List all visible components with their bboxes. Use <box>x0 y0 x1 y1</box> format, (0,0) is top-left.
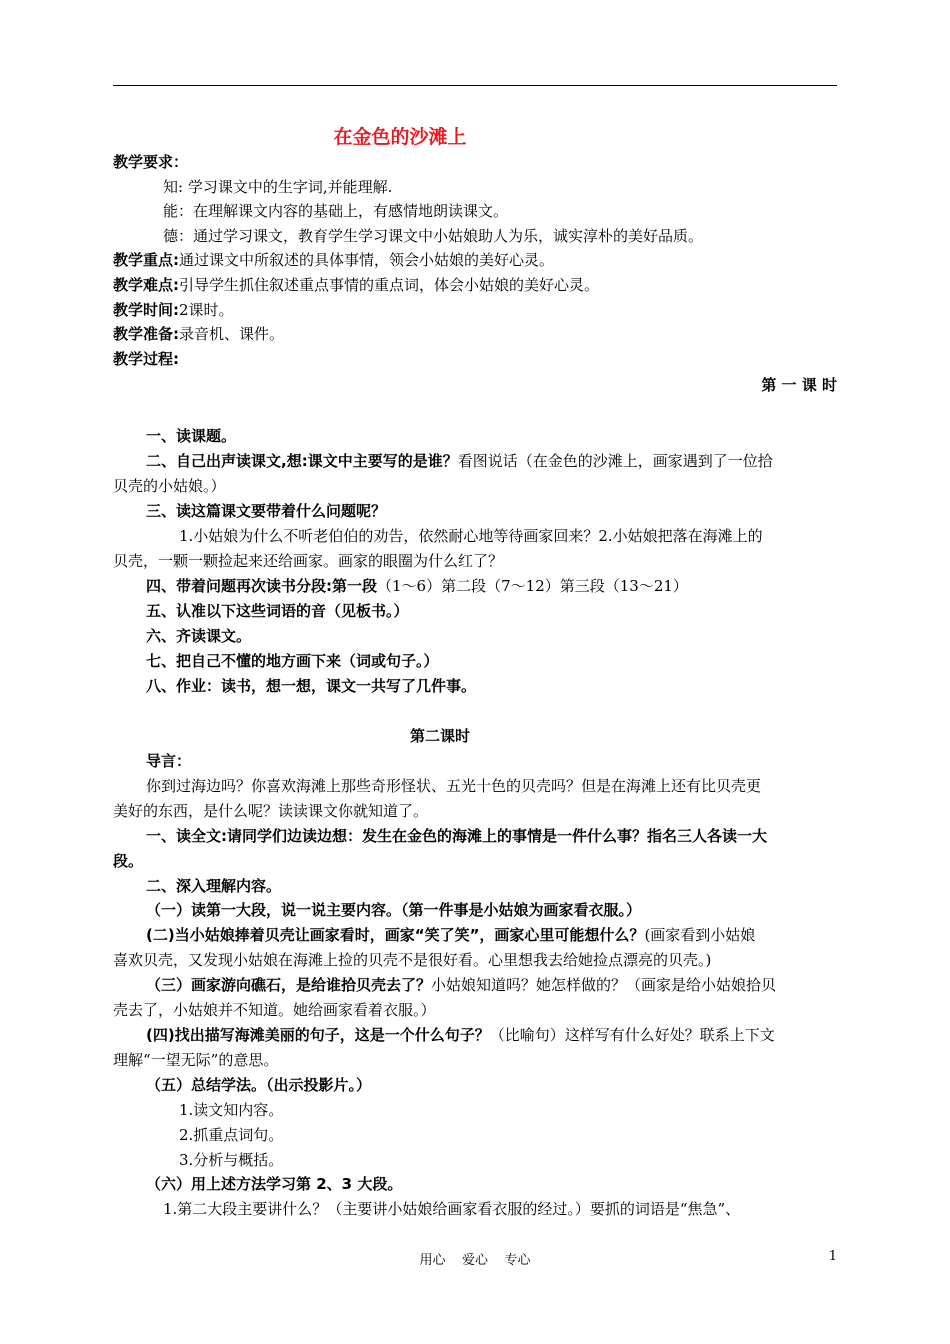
step4-text: （1～6）第二段（7～12）第三段（13～21） <box>377 577 688 595</box>
method3: 3.分析与概括。 <box>179 1151 284 1169</box>
read-all-1: 一、读全文:请同学们边读边想：发生在金色的海滩上的事情是一件什么事？指名三人各读一大 <box>146 827 768 845</box>
step4 <box>146 576 688 596</box>
prep-text: 录音机、课件。 <box>179 325 285 343</box>
prep-line <box>113 324 284 344</box>
part4-text: （比喻句）这样写有什么好处？联系上下文 <box>489 1026 775 1044</box>
part2-cont: 喜欢贝壳，又发现小姑娘在海滩上捡的贝壳不是很好看。心里想我去给她捡点漂亮的贝壳。) <box>113 951 712 969</box>
part3 <box>146 975 776 995</box>
step3-q1: 1.小姑娘为什么不听老伯伯的劝告，依然耐心地等待画家回来？2.小姑娘把落在海滩上的 <box>179 527 763 545</box>
key-line <box>113 250 554 270</box>
step2-cont: 贝壳的小姑娘。） <box>113 477 226 495</box>
req-zhi: 知: 学习课文中的生字词,并能理解. <box>163 178 393 196</box>
part4 <box>146 1025 775 1045</box>
intro-line2: 美好的东西，是什么呢？读读课文你就知道了。 <box>113 802 429 820</box>
step1: 一、读课题。 <box>146 427 237 445</box>
part3-bold: （三）画家游向礁石，是给谁拾贝壳去了？ <box>146 976 432 994</box>
step6: 六、齐读课文。 <box>146 627 252 645</box>
part2-text: (画家看到小姑娘 <box>644 926 756 944</box>
time-line <box>113 300 234 320</box>
part2 <box>146 925 755 945</box>
part6: （六）用上述方法学习第 2、3 大段。 <box>146 1175 403 1193</box>
req-label: 教学要求： <box>113 153 189 171</box>
key-label: 教学重点: <box>113 251 179 269</box>
method1: 1.读文知内容。 <box>179 1101 284 1119</box>
part4-bold: (四)找出描写海滩美丽的句子，这是一个什么句子？ <box>146 1026 490 1044</box>
lesson1-heading: 第 一 课 时 <box>761 376 837 394</box>
proc-label: 教学过程: <box>113 350 179 368</box>
intro-line1: 你到过海边吗？你喜欢海滩上那些奇形怪状、五光十色的贝壳吗？但是在海滩上还有比贝壳更 <box>146 777 762 795</box>
step2-bold: 二、自己出声读课文,想:课文中主要写的是谁？ <box>146 452 458 470</box>
lesson2-heading: 第二课时 <box>409 727 470 745</box>
part2-bold: (二)当小姑娘捧着贝壳让画家看时，画家“笑了笑”，画家心里可能想什么？ <box>146 926 645 944</box>
step3: 三、读这篇课文要带着什么问题呢？ <box>146 502 387 520</box>
question1: 1.第二大段主要讲什么？（主要讲小姑娘给画家看衣服的经过。）要抓的词语是“焦急”、 <box>163 1200 741 1218</box>
method2: 2.抓重点词句。 <box>179 1126 284 1144</box>
step2-text: 看图说话（在金色的沙滩上，画家遇到了一位拾 <box>457 452 773 470</box>
page-title: 在金色的沙滩上 <box>333 126 467 148</box>
time-text: 2课时。 <box>179 301 234 319</box>
diff-line <box>113 275 599 295</box>
req-de: 德：通过学习课文，教育学生学习课文中小姑娘助人为乐，诚实淳朴的美好品质。 <box>163 227 704 245</box>
part1: （一）读第一大段，说一说主要内容。（第一件事是小姑娘为画家看衣服。） <box>146 901 642 919</box>
diff-text: 引导学生抓住叙述重点事情的重点词，体会小姑娘的美好心灵。 <box>179 276 600 294</box>
part5: （五）总结学法。（出示投影片。） <box>146 1076 372 1094</box>
page-footer: 用心 爱心 专心 <box>419 1253 531 1268</box>
prep-label: 教学准备: <box>113 325 179 343</box>
req-neng: 能：在理解课文内容的基础上，有感情地朗读课文。 <box>163 202 509 220</box>
diff-label: 教学难点: <box>113 276 179 294</box>
step2 <box>146 451 773 471</box>
step7: 七、把自己不懂的地方画下来（词或句子。） <box>146 652 439 670</box>
step3-q2: 贝壳，一颗一颗捡起来还给画家。画家的眼圈为什么红了？ <box>113 552 504 570</box>
intro-label: 导言： <box>146 752 192 770</box>
part4-cont: 理解“一望无际”的意思。 <box>113 1051 279 1069</box>
header-rule <box>113 85 837 86</box>
part3-text: 小姑娘知道吗？她怎样做的？（画家是给小姑娘拾贝 <box>431 976 777 994</box>
step5: 五、认准以下这些词语的音（见板书。） <box>146 602 409 620</box>
part3-cont: 壳去了，小姑娘并不知道。她给画家看着衣服。） <box>113 1001 436 1019</box>
key-text: 通过课文中所叙述的具体事情，领会小姑娘的美好心灵。 <box>179 251 555 269</box>
time-label: 教学时间: <box>113 301 179 319</box>
step8: 八、作业：读书，想一想，课文一共写了几件事。 <box>146 677 477 695</box>
deep-understand: 二、深入理解内容。 <box>146 877 282 895</box>
page-number: 1 <box>828 1249 837 1264</box>
step4-bold: 四、带着问题再次读书分段:第一段 <box>146 577 378 595</box>
read-all-2: 段。 <box>113 852 144 870</box>
